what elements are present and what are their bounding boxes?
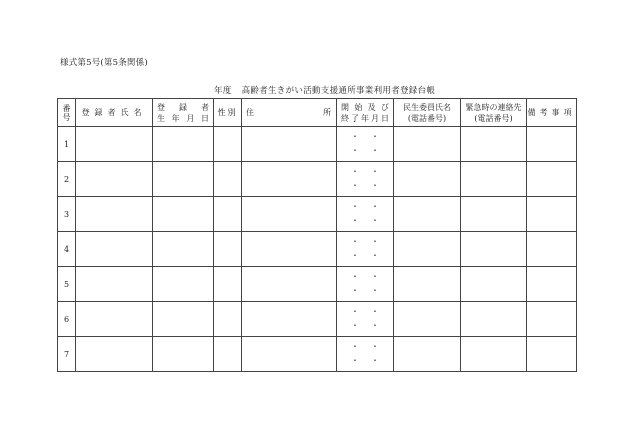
emergency-contact-cell[interactable]: [461, 197, 527, 232]
header-emergency-contact: [461, 99, 527, 127]
date-separator-dot: ・: [371, 356, 379, 365]
birthdate-cell[interactable]: [153, 197, 214, 232]
welfare-commissioner-cell[interactable]: [394, 197, 461, 232]
header-address: [242, 99, 337, 127]
header-welfare-commissioner: [394, 99, 461, 127]
sex-cell[interactable]: [214, 302, 242, 337]
start-date-dots: [337, 200, 393, 214]
header-address-left: 住: [246, 108, 254, 117]
end-date-dots: [337, 144, 393, 158]
emergency-contact-cell[interactable]: [461, 232, 527, 267]
date-separator-dot: ・: [371, 202, 379, 211]
start-date-dots: [337, 305, 393, 319]
remarks-cell[interactable]: [527, 302, 577, 337]
end-date-dots: [337, 249, 393, 263]
date-separator-dot: ・: [351, 181, 359, 190]
registrant-name-cell[interactable]: [76, 232, 153, 267]
remarks-cell[interactable]: [527, 267, 577, 302]
emergency-contact-cell[interactable]: [461, 337, 527, 372]
address-cell[interactable]: [242, 267, 337, 302]
title-name: 高齢者生きがい活動支援通所事業利用者登録台帳: [241, 86, 436, 96]
start-date-dots: [337, 165, 393, 179]
row-number-cell: 5: [58, 267, 76, 302]
header-number: [58, 99, 76, 127]
date-separator-dot: ・: [351, 146, 359, 155]
welfare-commissioner-cell[interactable]: [394, 162, 461, 197]
welfare-commissioner-cell[interactable]: [394, 232, 461, 267]
date-separator-dot: ・: [351, 132, 359, 141]
sex-cell[interactable]: [214, 337, 242, 372]
dates-cell[interactable]: [337, 232, 394, 267]
form-number: 様式第5号(第5条関係): [60, 58, 148, 68]
registrant-name-cell[interactable]: [76, 162, 153, 197]
sex-cell[interactable]: [214, 232, 242, 267]
registrant-name-cell[interactable]: [76, 267, 153, 302]
start-date-dots: [337, 130, 393, 144]
header-welfare-line1: 民生委員氏名: [403, 102, 451, 112]
date-separator-dot: ・: [371, 237, 379, 246]
date-separator-dot: ・: [371, 342, 379, 351]
start-date-dots: [337, 235, 393, 249]
remarks-cell[interactable]: [527, 232, 577, 267]
date-separator-dot: ・: [371, 272, 379, 281]
sex-cell[interactable]: [214, 267, 242, 302]
emergency-contact-cell[interactable]: [461, 267, 527, 302]
emergency-contact-cell[interactable]: [461, 127, 527, 162]
header-remarks: 備考事項: [527, 99, 577, 127]
header-registrant-name: 登録者氏名: [76, 99, 153, 127]
table-row: [58, 162, 577, 197]
header-emergency-line1: 緊急時の連絡先: [465, 102, 522, 112]
header-welfare-line2: (電話番号): [407, 113, 447, 123]
date-separator-dot: ・: [371, 167, 379, 176]
header-start-end-dates: [337, 99, 394, 127]
dates-cell[interactable]: [337, 127, 394, 162]
birthdate-cell[interactable]: [153, 232, 214, 267]
dates-cell[interactable]: [337, 162, 394, 197]
date-separator-dot: ・: [371, 286, 379, 295]
birthdate-cell[interactable]: [153, 337, 214, 372]
registrant-name-cell[interactable]: [76, 302, 153, 337]
table-row: [58, 232, 577, 267]
table-row: [58, 197, 577, 232]
header-birthdate-line2: 生年月日: [157, 113, 209, 123]
date-separator-dot: ・: [371, 146, 379, 155]
date-separator-dot: ・: [351, 356, 359, 365]
table-row: [58, 302, 577, 337]
remarks-cell[interactable]: [527, 162, 577, 197]
header-birthdate-line1: 登録者: [157, 102, 209, 112]
row-number-cell: 1: [58, 127, 76, 162]
welfare-commissioner-cell[interactable]: [394, 127, 461, 162]
row-number-cell: 7: [58, 337, 76, 372]
address-cell[interactable]: [242, 162, 337, 197]
address-cell[interactable]: [242, 127, 337, 162]
ledger-body: [58, 127, 577, 372]
address-cell[interactable]: [242, 337, 337, 372]
emergency-contact-cell[interactable]: [461, 302, 527, 337]
row-number-cell: 3: [58, 197, 76, 232]
remarks-cell[interactable]: [527, 337, 577, 372]
birthdate-cell[interactable]: [153, 162, 214, 197]
address-cell[interactable]: [242, 232, 337, 267]
header-emergency-line2: (電話番号): [474, 113, 513, 123]
birthdate-cell[interactable]: [153, 267, 214, 302]
end-date-dots: [337, 214, 393, 228]
sex-cell[interactable]: [214, 127, 242, 162]
end-date-dots: [337, 284, 393, 298]
date-separator-dot: ・: [351, 216, 359, 225]
date-separator-dot: ・: [371, 307, 379, 316]
date-separator-dot: ・: [351, 237, 359, 246]
title-year-label: 年度: [214, 86, 232, 96]
dates-cell[interactable]: [337, 302, 394, 337]
end-date-dots: [337, 319, 393, 333]
date-separator-dot: ・: [351, 167, 359, 176]
date-separator-dot: ・: [351, 321, 359, 330]
row-number-cell: 4: [58, 232, 76, 267]
welfare-commissioner-cell[interactable]: [394, 337, 461, 372]
header-dates-line2: 終了年月日: [341, 113, 389, 123]
welfare-commissioner-cell[interactable]: [394, 302, 461, 337]
row-number-cell: 6: [58, 302, 76, 337]
registrant-name-cell[interactable]: [76, 197, 153, 232]
remarks-cell[interactable]: [527, 127, 577, 162]
header-number-char: 番: [62, 103, 71, 113]
emergency-contact-cell[interactable]: [461, 162, 527, 197]
header-row: [58, 99, 577, 127]
start-date-dots: [337, 340, 393, 354]
date-separator-dot: ・: [371, 251, 379, 260]
registration-ledger-table: [57, 98, 577, 372]
date-separator-dot: ・: [351, 251, 359, 260]
header-number-char: 号: [62, 112, 71, 122]
dates-cell[interactable]: [337, 337, 394, 372]
date-separator-dot: ・: [351, 286, 359, 295]
header-dates-line1: 開始及び: [341, 102, 389, 112]
header-address-right: 所: [323, 108, 331, 117]
birthdate-cell[interactable]: [153, 302, 214, 337]
date-separator-dot: ・: [371, 181, 379, 190]
table-row: [58, 127, 577, 162]
end-date-dots: [337, 354, 393, 368]
registrant-name-cell[interactable]: [76, 337, 153, 372]
row-number-cell: 2: [58, 162, 76, 197]
date-separator-dot: ・: [371, 321, 379, 330]
registrant-name-cell[interactable]: [76, 127, 153, 162]
dates-cell[interactable]: [337, 197, 394, 232]
table-row: [58, 267, 577, 302]
address-cell[interactable]: [242, 197, 337, 232]
date-separator-dot: ・: [351, 272, 359, 281]
birthdate-cell[interactable]: [153, 127, 214, 162]
date-separator-dot: ・: [351, 342, 359, 351]
header-birthdate: [153, 99, 214, 127]
address-cell[interactable]: [242, 302, 337, 337]
date-separator-dot: ・: [371, 132, 379, 141]
header-sex: 性別: [214, 99, 242, 127]
remarks-cell[interactable]: [527, 197, 577, 232]
date-separator-dot: ・: [371, 216, 379, 225]
date-separator-dot: ・: [351, 307, 359, 316]
table-row: [58, 337, 577, 372]
welfare-commissioner-cell[interactable]: [394, 267, 461, 302]
date-separator-dot: ・: [351, 202, 359, 211]
dates-cell[interactable]: [337, 267, 394, 302]
start-date-dots: [337, 270, 393, 284]
document-title: [214, 84, 435, 96]
sex-cell[interactable]: [214, 197, 242, 232]
sex-cell[interactable]: [214, 162, 242, 197]
end-date-dots: [337, 179, 393, 193]
